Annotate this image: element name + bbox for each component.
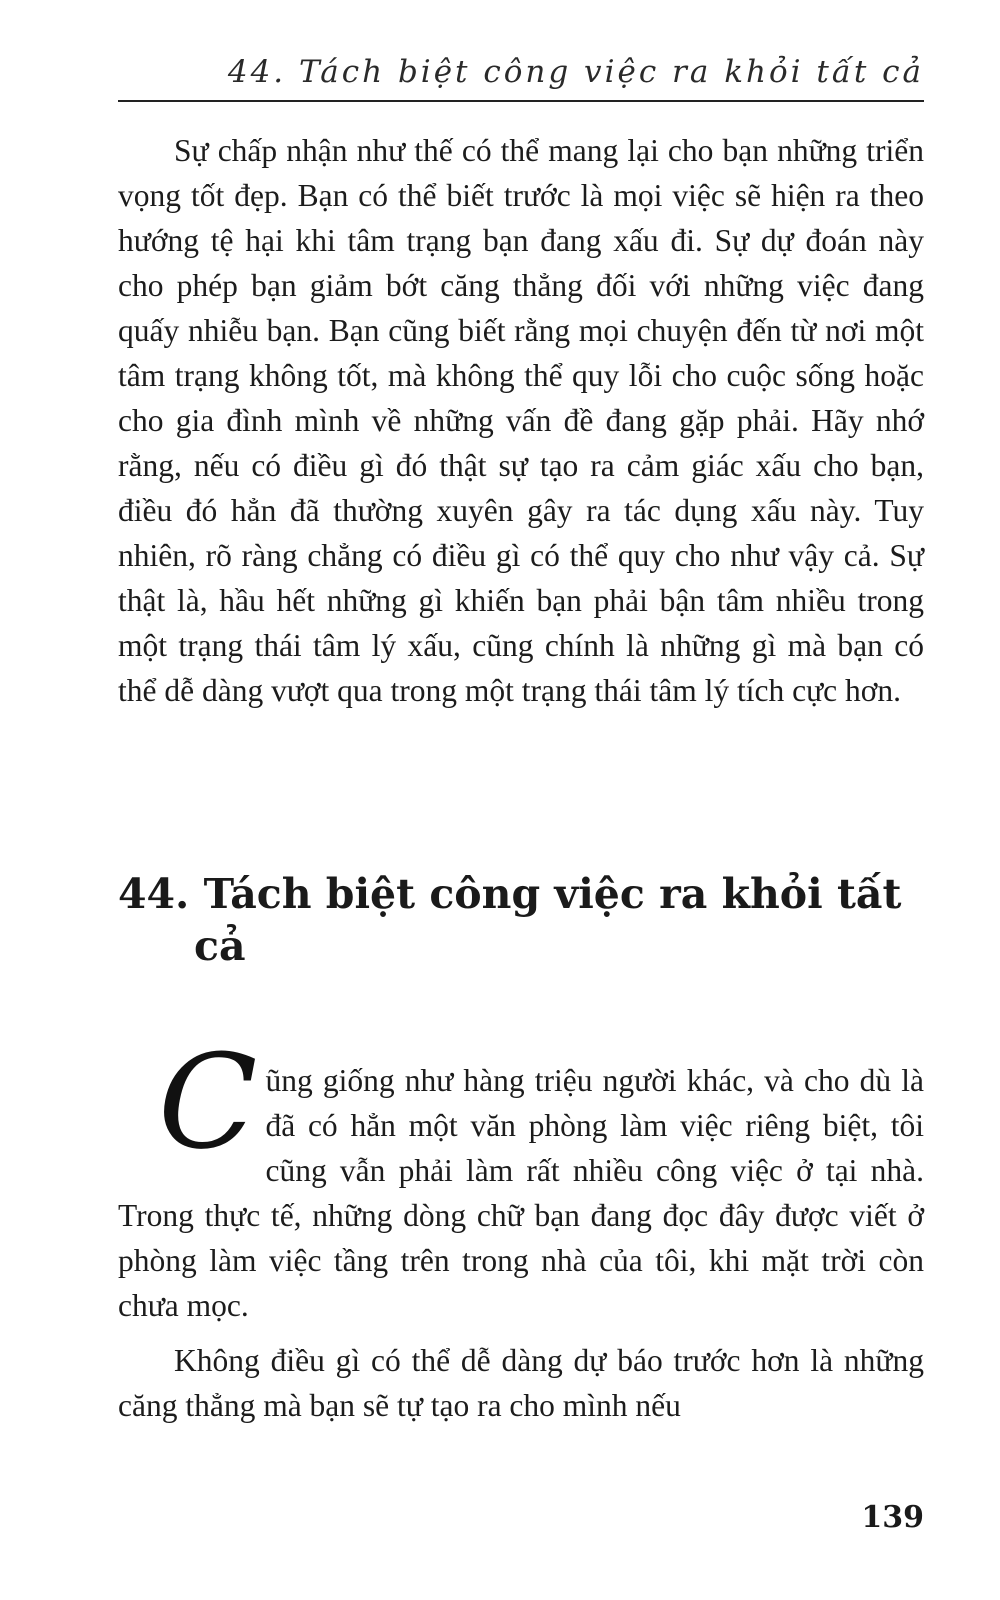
- paragraph: Không điều gì có thể dễ dàng dự báo trước hơn là những căng thẳng mà bạn sẽ tự tạo ra cho mình nếu: [118, 1343, 924, 1423]
- section-title: 44. Tách biệt công việc ra khỏi tất cả: [118, 870, 902, 970]
- paragraph-with-drop-cap: [118, 1026, 924, 1328]
- drop-cap: C: [158, 1026, 258, 1178]
- page-number: 139: [861, 1500, 924, 1535]
- running-header: 44. Tách biệt công việc ra khỏi tất cả: [227, 54, 924, 90]
- paragraph: Sự chấp nhận như thế có thể mang lại cho bạn những triển vọng tốt đẹp. Bạn có thể biết trước là mọi việc sẽ hiện ra theo hướng tệ hại khi tâm trạng bạn đang xấu đi. Sự dự đoán này cho phép bạn giảm bớt căng thẳng đối với những việc đang quấy nhiễu bạn. Bạn cũng biết rằng mọi chuyện đến từ nơi một tâm trạng không tốt, mà không thể quy lỗi cho cuộc sống hoặc cho gia đình mình về những vấn đề đang gặp phải. Hãy nhớ rằng, nếu có điều gì đó thật sự tạo ra cảm giác xấu cho bạn, điều đó hẳn đã thường xuyên gây ra tác dụng xấu này. Tuy nhiên, rõ ràng chẳng có điều gì có thể quy cho như vậy cả. Sự thật là, hầu hết những gì khiến bạn phải bận tâm nhiều trong một trạng thái tâm lý xấu, cũng chính là những gì mà bạn có thể dễ dàng vượt qua trong một trạng thái tâm lý tích cực hơn.: [118, 133, 924, 708]
- header-rule: [118, 100, 924, 102]
- paragraph-text: ũng giống như hàng triệu người khác, và cho dù là đã có hẳn một văn phòng làm việc riêng biệt, tôi cũng vẫn phải làm rất nhiều công việc ở tại nhà. Trong thực tế, những dòng chữ bạn đang đọc đây được viết ở phòng làm việc tầng trên trong nhà của tôi, khi mặt trời còn chưa mọc.: [118, 1063, 924, 1323]
